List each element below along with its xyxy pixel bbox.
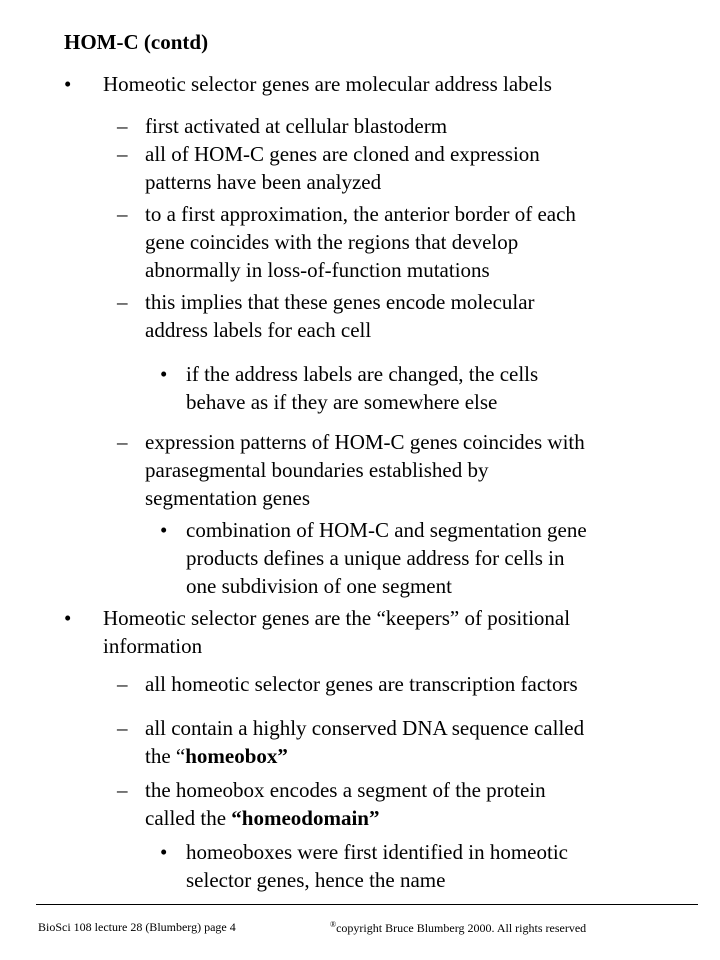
bullet-text [145, 714, 665, 770]
bullet-text [145, 776, 665, 832]
bullet-item-level-2 [0, 200, 720, 284]
text-line: this implies that these genes encode molecular [145, 290, 535, 314]
bullet-text [145, 288, 665, 344]
footer-divider [36, 904, 698, 905]
text-line: all homeotic selector genes are transcription factors [145, 672, 578, 696]
text-line: segmentation genes [145, 486, 311, 510]
text-line: all of HOM-C genes are cloned and expression [145, 142, 540, 166]
bullet-item-level-2 [0, 670, 720, 698]
footer-lecture-info: BioSci 108 lecture 28 (Blumberg) page 4 [38, 920, 236, 934]
text-line: products defines a unique address for cells in [186, 546, 565, 570]
dash-marker: – [117, 114, 128, 138]
bullet-text [145, 428, 665, 512]
page-title: HOM-C (contd) [64, 30, 209, 54]
bullet-marker: • [160, 362, 168, 386]
text-line: abnormally in loss-of-function mutations [145, 258, 490, 282]
footer-copyright [330, 920, 586, 936]
text-line: Homeotic selector genes are molecular address labels [103, 72, 552, 96]
bullet-item-level-2 [0, 288, 720, 344]
copyright-text: copyright Bruce Blumberg 2000. All rights reserved [336, 921, 587, 935]
text-line: homeoboxes were first identified in homeotic [186, 840, 568, 864]
text-line: selector genes, hence the name [186, 868, 446, 892]
text-line: address labels for each cell [145, 318, 372, 342]
bullet-item-level-2 [0, 112, 720, 140]
bullet-item-level-1 [0, 604, 720, 660]
bullet-marker: • [160, 518, 168, 542]
text-line: if the address labels are changed, the cells [186, 362, 539, 386]
bullet-text [145, 670, 665, 698]
text-line: the “homeobox” [145, 744, 288, 768]
text-line: called the “homeodomain” [145, 806, 380, 830]
bullet-item-level-1 [0, 70, 720, 98]
dash-marker: – [117, 716, 128, 740]
dash-marker: – [117, 672, 128, 696]
copyright-mark: ® [330, 920, 337, 929]
bullet-item-level-2 [0, 714, 720, 770]
dash-marker: – [117, 290, 128, 314]
text-line: behave as if they are somewhere else [186, 390, 498, 414]
bullet-marker: • [160, 840, 168, 864]
emphasis-term: “homeodomain” [231, 806, 380, 830]
text-line: all contain a highly conserved DNA sequence called [145, 716, 585, 740]
text-line: to a first approximation, the anterior border of each [145, 202, 576, 226]
bullet-marker: • [64, 606, 72, 630]
text-line: the homeobox encodes a segment of the protein [145, 778, 546, 802]
text-line: parasegmental boundaries established by [145, 458, 489, 482]
bullet-text [145, 140, 665, 196]
bullet-text [103, 70, 663, 98]
bullet-text [145, 200, 665, 284]
bullet-text [103, 604, 663, 660]
text-line: patterns have been analyzed [145, 170, 382, 194]
dash-marker: – [117, 430, 128, 454]
text-line: gene coincides with the regions that develop [145, 230, 519, 254]
text-line: first activated at cellular blastoderm [145, 114, 448, 138]
bullet-text [145, 112, 665, 140]
bullet-item-level-2 [0, 776, 720, 832]
dash-marker: – [117, 142, 128, 166]
bullet-text [186, 516, 661, 600]
text-line: one subdivision of one segment [186, 574, 452, 598]
bullet-item-level-3 [0, 838, 720, 894]
text-line: expression patterns of HOM-C genes coincides with [145, 430, 585, 454]
dash-marker: – [117, 202, 128, 226]
dash-marker: – [117, 778, 128, 802]
bullet-text [186, 838, 661, 894]
text-line: combination of HOM-C and segmentation gene [186, 518, 587, 542]
bullet-item-level-2 [0, 428, 720, 512]
emphasis-term: homeobox” [185, 744, 288, 768]
bullet-item-level-3 [0, 516, 720, 600]
text-line: Homeotic selector genes are the “keepers” of positional [103, 606, 571, 630]
bullet-item-level-3 [0, 360, 720, 416]
bullet-text [186, 360, 661, 416]
bullet-marker: • [64, 72, 72, 96]
text-line: information [103, 634, 203, 658]
bullet-item-level-2 [0, 140, 720, 196]
